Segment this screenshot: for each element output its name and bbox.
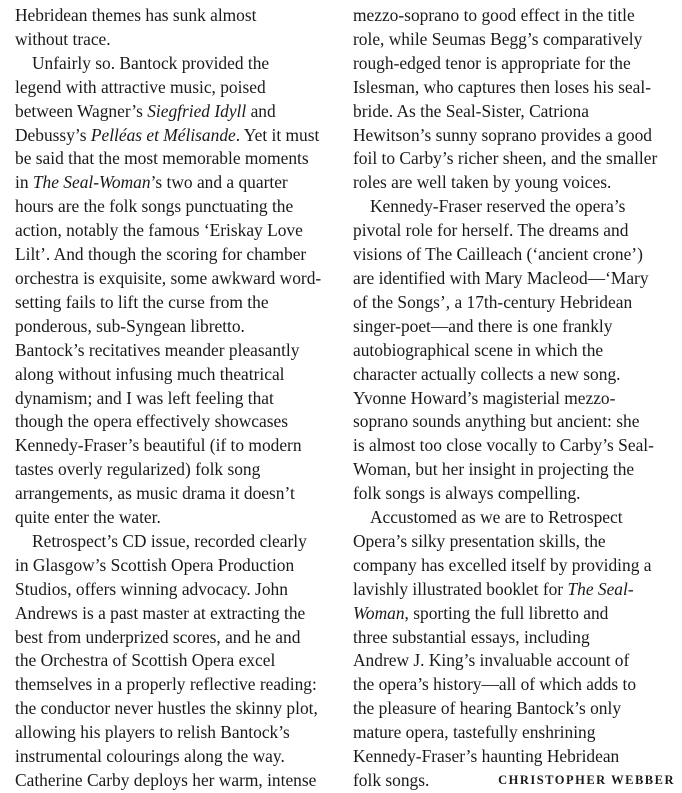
right-column-line: company has excelled itself by providing a — [353, 554, 652, 575]
left-column-line: tastes overly regularized) folk song — [15, 459, 261, 480]
right-column-line: Kennedy-Fraser reserved the opera’s — [370, 196, 626, 217]
left-column-line: Unfairly so. Bantock provided the — [32, 52, 270, 73]
right-column-line: rough-edged tenor is appropriate for the — [353, 52, 631, 73]
final-line-text: folk songs. — [353, 770, 430, 790]
left-column-line: without trace. — [15, 28, 111, 49]
left-column-line: action, notably the famous ‘Eriskay Love — [15, 220, 303, 241]
article-column-left — [15, 4, 337, 793]
left-column-line: Lilt’. And though the scoring for chamber — [15, 244, 307, 265]
right-column-line: Yvonne Howard’s magisterial mezzo- — [353, 387, 616, 408]
right-column-line: lavishly illustrated booklet for The Seal- — [353, 578, 634, 599]
right-column-line: Andrew J. King’s invaluable account of — [353, 650, 630, 671]
right-column-line: foil to Carby’s richer sheen, and the smaller — [353, 148, 658, 169]
right-column-line: visions of The Cailleach (‘ancient crone’) — [353, 244, 643, 265]
left-column-line: Hebridean themes has sunk almost — [15, 5, 257, 25]
left-column-line: the conductor never hustles the skinny plot, — [15, 698, 318, 719]
left-column-line: though the opera effectively showcases — [15, 411, 289, 432]
right-column-line: folk songs is always compelling. — [353, 483, 581, 504]
left-column-line: hours are the folk songs punctuating the — [15, 196, 294, 217]
left-column-line: Catherine Carby deploys her warm, intense — [15, 770, 317, 790]
final-line — [353, 769, 675, 793]
right-column-line: bride. As the Seal-Sister, Catriona — [353, 100, 589, 121]
left-column-line: ponderous, sub-Syngean libretto. — [15, 315, 245, 336]
left-column-line: best from underprized scores, and he and — [15, 626, 301, 647]
left-column-line: in Glasgow’s Scottish Opera Production — [15, 554, 295, 575]
left-column-line: allowing his players to relish Bantock’s — [15, 722, 290, 743]
right-column-line: of the Songs’, a 17th-century Hebridean — [353, 291, 633, 312]
right-column-line: Accustomed as we are to Retrospect — [370, 507, 623, 528]
right-column-line: Hewitson’s sunny soprano provides a good — [353, 124, 652, 145]
left-column-line: legend with attractive music, poised — [15, 76, 266, 97]
right-column-line: pivotal role for herself. The dreams and — [353, 220, 629, 241]
left-column-line: Debussy’s Pelléas et Mélisande. Yet it must — [15, 124, 320, 145]
right-column-line: is almost too close vocally to Carby’s Seal- — [353, 435, 654, 456]
left-column-line: the Orchestra of Scottish Opera excel — [15, 650, 276, 671]
right-column-line: are identified with Mary Macleod—‘Mary — [353, 267, 649, 288]
left-column-line: Retrospect’s CD issue, recorded clearly — [32, 530, 307, 551]
author-byline: CHRISTOPHER WEBBER — [498, 773, 675, 787]
left-column-line: Andrews is a past master at extracting the — [15, 602, 306, 623]
right-column-line: three substantial essays, including — [353, 626, 590, 647]
left-column-line: Studios, offers winning advocacy. John — [15, 578, 288, 599]
right-column-line: the opera’s history—all of which adds to — [353, 674, 637, 695]
right-column-lines — [353, 4, 675, 769]
left-column-line: between Wagner’s Siegfried Idyll and — [15, 100, 276, 121]
left-column-line: quite enter the water. — [15, 507, 161, 528]
right-column-line: soprano sounds anything but ancient: she — [353, 411, 640, 432]
left-column-line: Bantock’s recitatives meander pleasantly — [15, 339, 300, 360]
right-column-line: autobiographical scene in which the — [353, 339, 604, 360]
left-column-line: in The Seal-Woman’s two and a quarter — [15, 172, 288, 193]
left-column-line: orchestra is exquisite, some awkward word- — [15, 267, 322, 288]
left-column-line: themselves in a properly reflective reading: — [15, 674, 317, 695]
right-column-line: Islesman, who captures then loses his seal- — [353, 76, 651, 97]
right-column-line: Woman, sporting the full libretto and — [353, 602, 609, 623]
left-column-line: Kennedy-Fraser’s beautiful (if to modern — [15, 435, 302, 456]
left-column-line: instrumental colourings along the way. — [15, 746, 285, 767]
right-column-line: role, while Seumas Begg’s comparatively — [353, 28, 643, 49]
right-column-line: roles are well taken by young voices. — [353, 172, 612, 193]
article-column-right — [353, 4, 675, 793]
left-column-line: be said that the most memorable moments — [15, 148, 309, 169]
right-column-line: singer-poet—and there is one frankly — [353, 315, 613, 336]
left-column-line: arrangements, as music drama it doesn’t — [15, 483, 295, 504]
left-column-line: along without infusing much theatrical — [15, 363, 285, 384]
right-column-line: mezzo-soprano to good effect in the title — [353, 5, 635, 25]
right-column-line: mature opera, tastefully enshrining — [353, 722, 596, 743]
right-column-line: Opera’s silky presentation skills, the — [353, 530, 606, 551]
right-column-line: the pleasure of hearing Bantock’s only — [353, 698, 622, 719]
right-column-line: character actually collects a new song. — [353, 363, 621, 384]
left-column-line: setting fails to lift the curse from the — [15, 291, 269, 312]
left-column-line: dynamism; and I was left feeling that — [15, 387, 274, 408]
right-column-line: Kennedy-Fraser’s haunting Hebridean — [353, 746, 620, 767]
right-column-line: Woman, but her insight in projecting the — [353, 459, 635, 480]
